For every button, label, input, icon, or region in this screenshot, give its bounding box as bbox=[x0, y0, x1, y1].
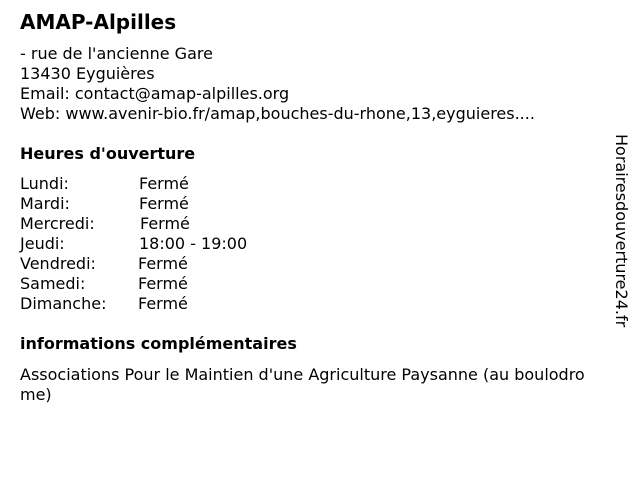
opening-hours-heading: Heures d'ouverture bbox=[20, 144, 196, 163]
additional-info-heading: informations complémentaires bbox=[20, 334, 297, 353]
city-postcode: 13430 Eyguières bbox=[20, 64, 155, 83]
hours-value: Fermé bbox=[138, 254, 188, 273]
address-block bbox=[20, 44, 535, 124]
day-label: Mardi: bbox=[20, 194, 70, 213]
day-label: Samedi: bbox=[20, 274, 86, 293]
additional-info-text: Associations Pour le Maintien d'une Agriculture Paysanne (au boulodrome) bbox=[20, 365, 585, 404]
site-watermark: Horairesdouverture24.fr bbox=[612, 134, 631, 328]
hours-value: Fermé bbox=[138, 274, 188, 293]
email-line: Email: contact@amap-alpilles.org bbox=[20, 84, 290, 103]
day-label: Mercredi: bbox=[20, 214, 95, 233]
business-name: AMAP-Alpilles bbox=[20, 10, 177, 34]
hours-value: 18:00 - 19:00 bbox=[139, 234, 248, 253]
day-label: Vendredi: bbox=[20, 254, 96, 273]
hours-value: Fermé bbox=[138, 294, 188, 313]
hours-value: Fermé bbox=[139, 194, 189, 213]
hours-value: Fermé bbox=[140, 214, 190, 233]
website-line: Web: www.avenir-bio.fr/amap,bouches-du-rhone,13,eyguieres.... bbox=[20, 104, 535, 123]
day-label: Jeudi: bbox=[20, 234, 65, 253]
hours-value: Fermé bbox=[139, 174, 189, 193]
street-address: - rue de l'ancienne Gare bbox=[20, 44, 213, 63]
day-label: Lundi: bbox=[20, 174, 69, 193]
day-label: Dimanche: bbox=[20, 294, 107, 313]
